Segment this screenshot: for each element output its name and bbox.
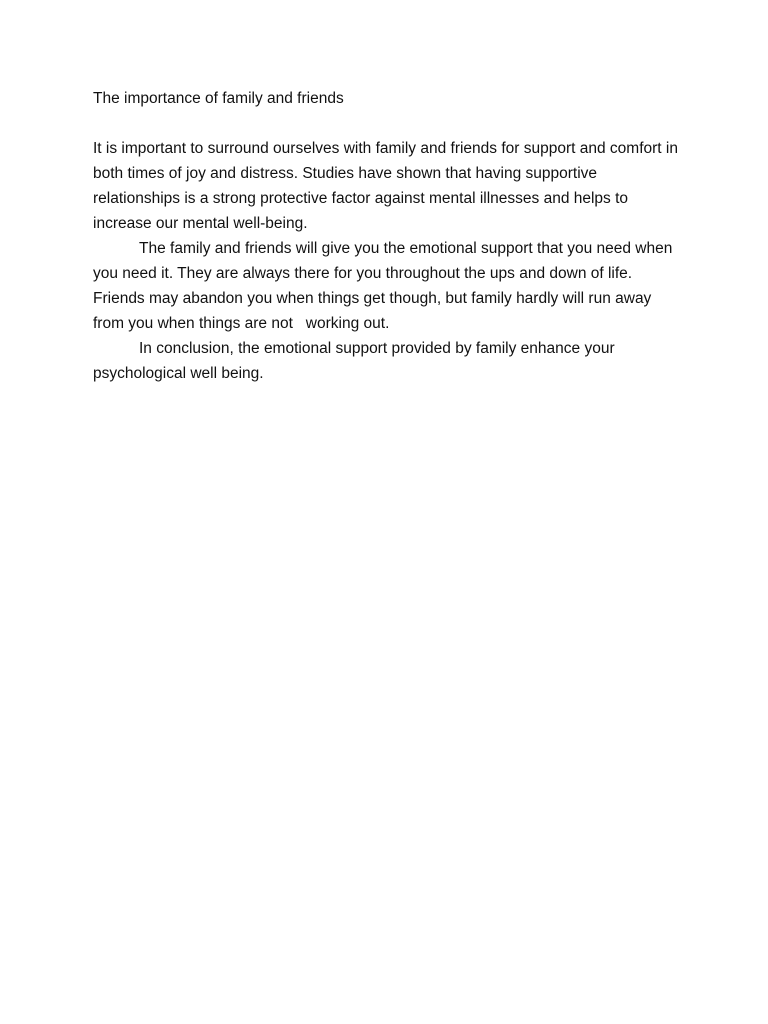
- document-title: The importance of family and friends: [93, 90, 344, 107]
- document-body: [93, 86, 683, 386]
- paragraph-intro: It is important to surround ourselves with family and friends for support and comfort in both times of joy and distress. Studies have shown that having supportive relationships is a strong protective factor against mental illnesses and helps to increase our mental well-being.: [93, 140, 683, 232]
- paragraph-conclusion: In conclusion, the emotional support provided by family enhance your psychological well being.: [93, 340, 619, 382]
- paragraph-support: The family and friends will give you the emotional support that you need when you need it. They are always there for you throughout the ups and down of life. Friends may abandon you when things get though, but family hardly will run away from you when things are not working out.: [93, 240, 677, 332]
